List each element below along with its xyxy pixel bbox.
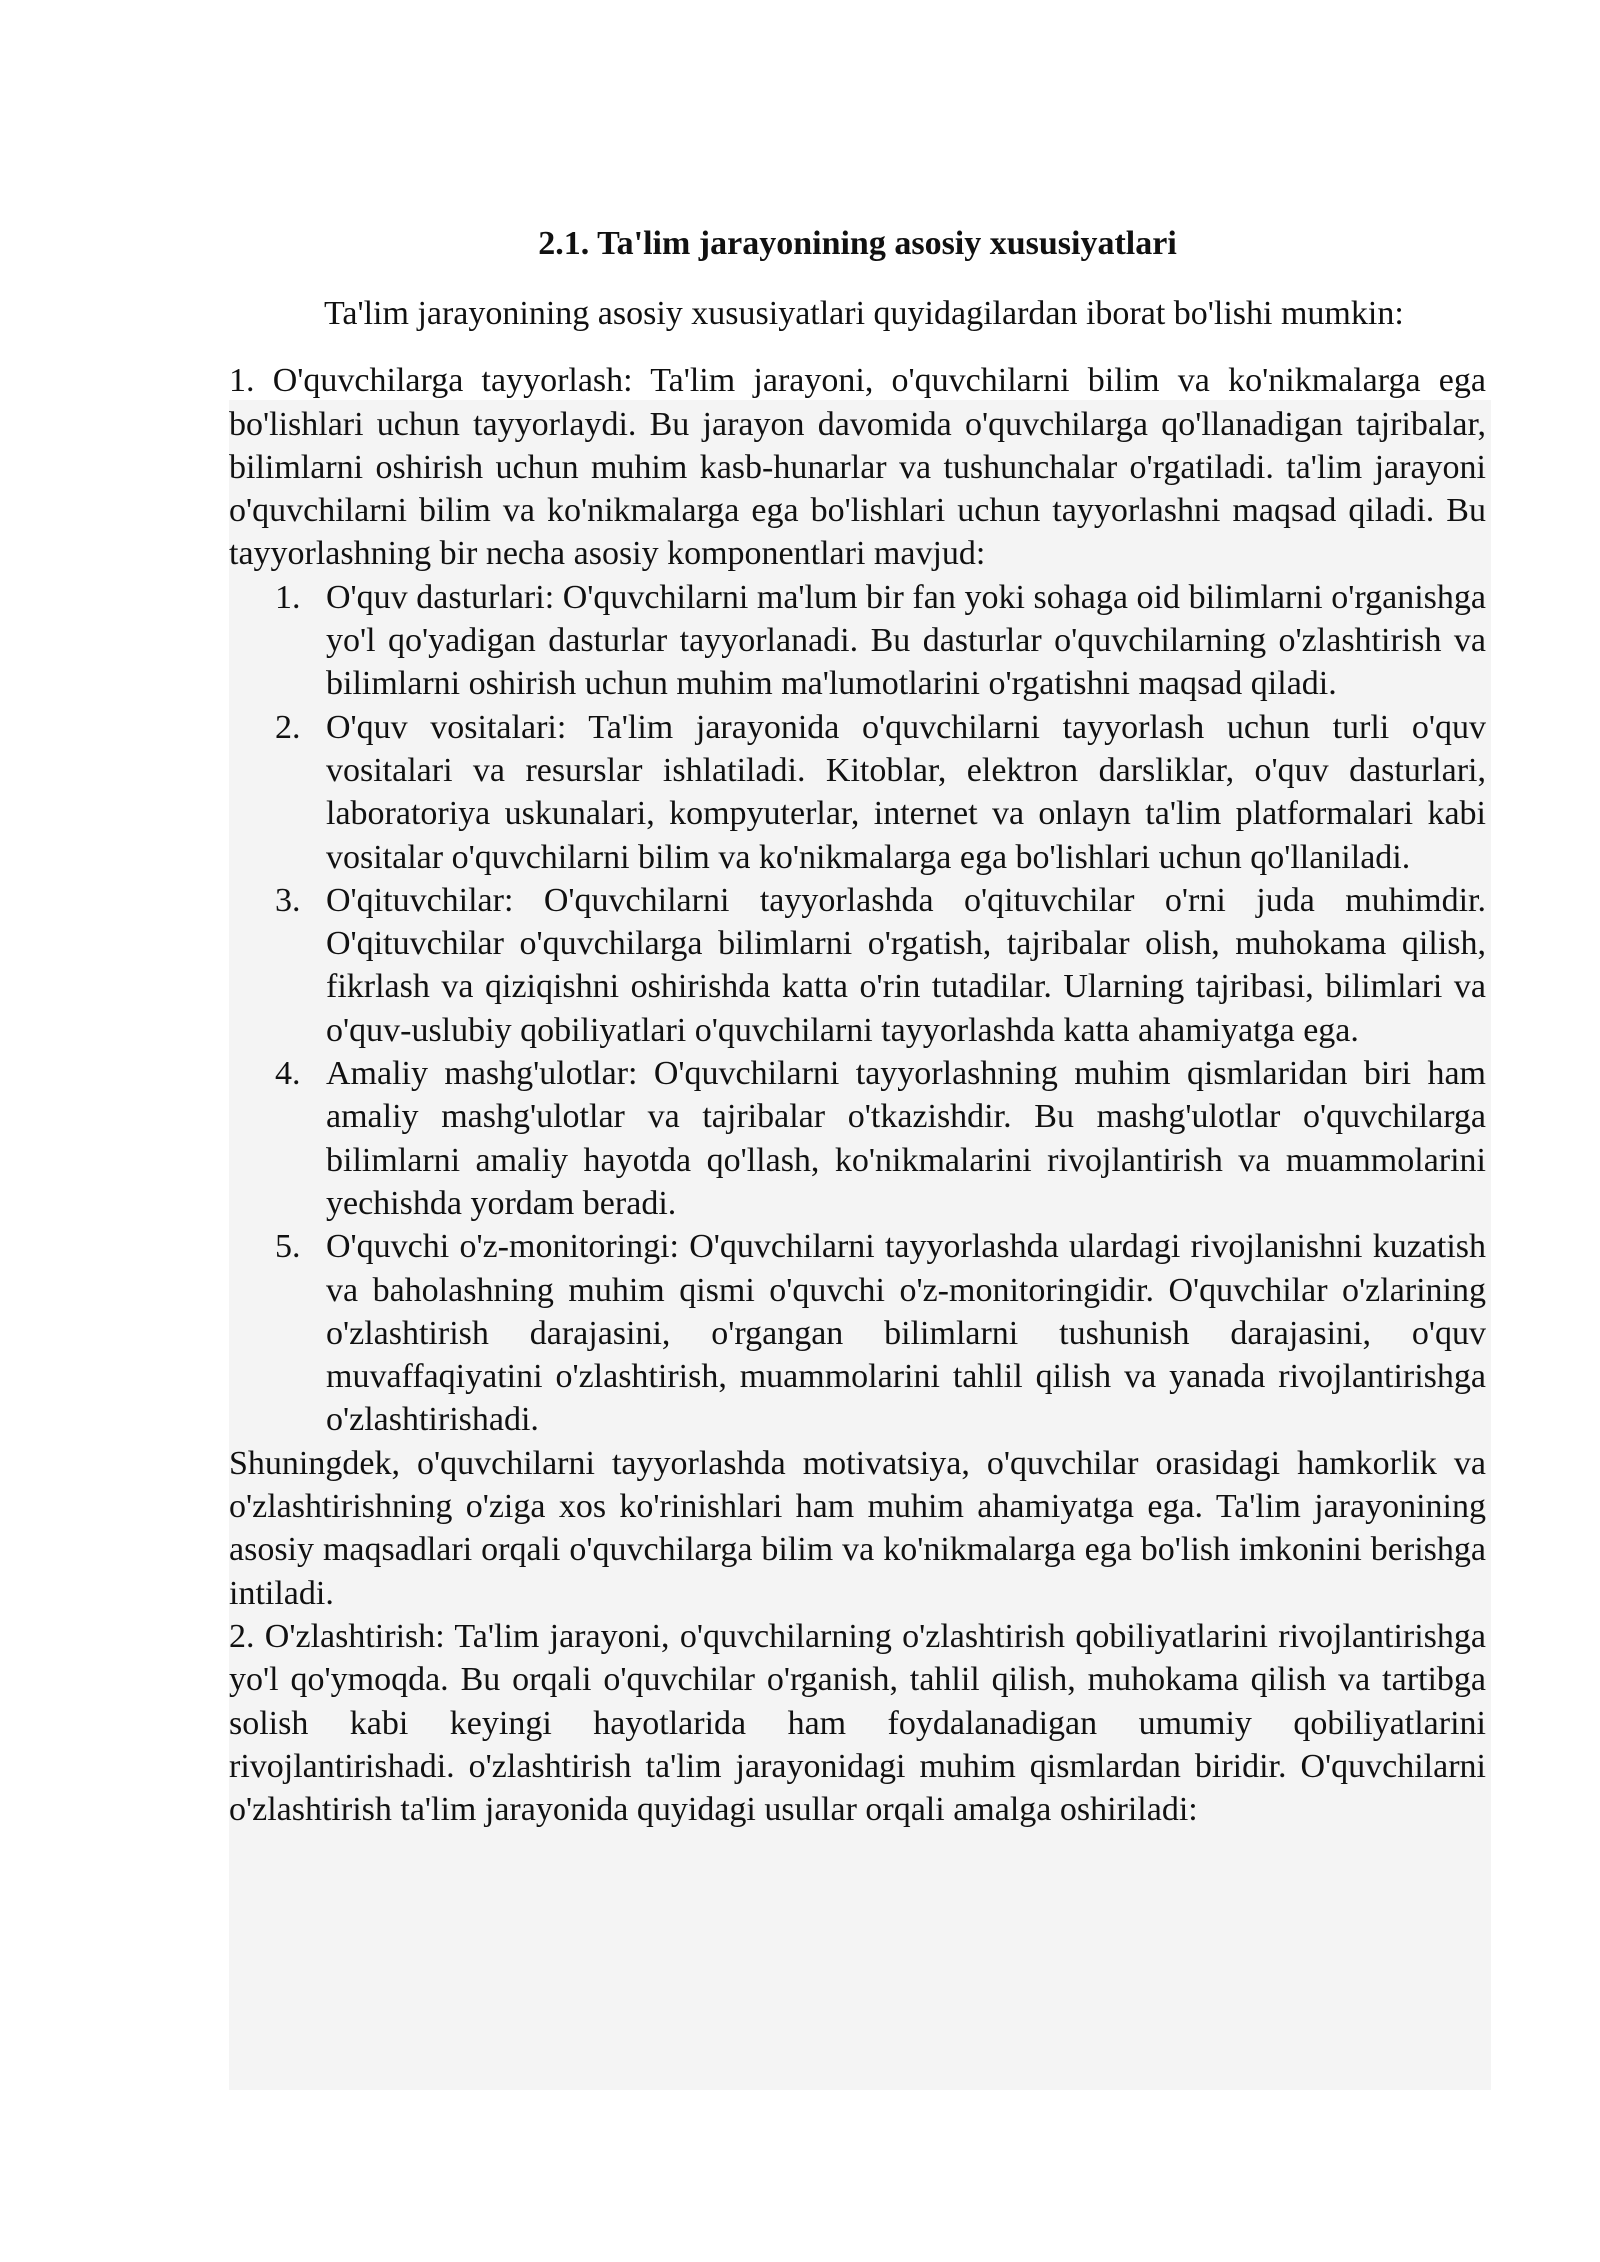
list-item-number: 4.: [275, 1055, 301, 1093]
list-item-number: 1.: [275, 578, 301, 616]
list-item-number: 3.: [275, 881, 301, 919]
list-item: [275, 1052, 1486, 1225]
list-item-number: 2.: [275, 708, 301, 746]
list-item: [275, 706, 1486, 879]
list-item-text: O'qituvchilar: O'quvchilarni tayyorlashda o'qituvchilar o'rni juda muhimdir. O'qituvchilar o'quvchilarga bilimlarni o'rgatish, tajribalar olish, muhokama qilish, fikrlash va qiziqishni oshirishda katta o'rin tutadilar. Ularning tajribasi, bilimlari va o'quv-uslubiy qobiliyatlari o'quvchilarni tayyorlashda katta ahamiyatga ega.: [326, 881, 1486, 1049]
list-item: [275, 576, 1486, 706]
section-title: 2.1. Ta'lim jarayonining asosiy xususiyatlari: [538, 225, 1177, 262]
list-item: [275, 1225, 1486, 1441]
list-item-text: O'quv vositalari: Ta'lim jarayonida o'quvchilarni tayyorlash uchun turli o'quv vositalari va resurslar ishlatiladi. Kitoblar, elektron darsliklar, o'quv dasturlari, laboratoriya uskunalari, kompyuterlar, internet va onlayn ta'lim platformalari kabi vositalar o'quvchilarni bilim va ko'nikmalarga ega bo'lishlari uchun qo'llaniladi.: [326, 708, 1486, 876]
point-1-paragraph: 1. O'quvchilarga tayyorlash: Ta'lim jarayoni, o'quvchilarni bilim va ko'nikmalarga ega bo'lishlari uchun tayyorlaydi. Bu jarayon davomida o'quvchilarga qo'llanadigan tajribalar, bilimlarni oshirish uchun muhim kasb-hunarlar va tushunchalar o'rgatiladi. ta'lim jarayoni o'quvchilarni bilim va ko'nikmalarga ega bo'lishlari uchun tayyorlashni maqsad qiladi. Bu tayyorlashning bir necha asosiy komponentlari mavjud:: [229, 362, 1486, 573]
document-body: [229, 218, 1486, 1831]
point-2-paragraph: 2. O'zlashtirish: Ta'lim jarayoni, o'quvchilarning o'zlashtirish qobiliyatlarini rivojlantirishga yo'l qo'ymoqda. Bu orqali o'quvchilar o'rganish, tahlil qilish, muhokama qilish va tartibga solish kabi keyingi hayotlarida ham foydalanadigan umumiy qobiliyatlarini rivojlantirishadi. o'zlashtirish ta'lim jarayonidagi muhim qismlardan biridir. O'quvchilarni o'zlashtirish ta'lim jarayonida quyidagi usullar orqali amalga oshiriladi:: [229, 1617, 1486, 1829]
list-item: [275, 879, 1486, 1052]
summary-paragraph: Shuningdek, o'quvchilarni tayyorlashda motivatsiya, o'quvchilar orasidagi hamkorlik va o'zlashtirishning o'ziga xos ko'rinishlari ham muhim ahamiyatga ega. Ta'lim jarayonining asosiy maqsadlari orqali o'quvchilarga bilim va ko'nikmalarga ega bo'lish imkonini berishga intiladi.: [229, 1444, 1486, 1612]
components-list: [229, 576, 1486, 1442]
list-item-text: Amaliy mashg'ulotlar: O'quvchilarni tayyorlashning muhim qismlaridan biri ham amaliy mashg'ulotlar va tajribalar o'tkazishdir. Bu mashg'ulotlar o'quvchilarga bilimlarni amaliy hayotda qo'llash, ko'nikmalarini rivojlantirish va muammolarini yechishda yordam beradi.: [326, 1055, 1486, 1222]
intro-paragraph: Ta'lim jarayonining asosiy xususiyatlari quyidagilardan iborat bo'lishi mumkin:: [324, 295, 1404, 332]
list-item-number: 5.: [275, 1228, 301, 1266]
list-item-text: O'quv dasturlari: O'quvchilarni ma'lum bir fan yoki sohaga oid bilimlarni o'rganishga yo'l qo'yadigan dasturlar tayyorlanadi. Bu dasturlar o'quvchilarning o'zlashtirish va bilimlarni oshirish uchun muhim ma'lumotlarini o'rgatishni maqsad qiladi.: [326, 578, 1486, 703]
list-item-text: O'quvchi o'z-monitoringi: O'quvchilarni tayyorlashda ulardagi rivojlanishni kuzatish va baholashning muhim qismi o'quvchi o'z-monitoringidir. O'quvchilar o'zlarining o'zlashtirish darajasini, o'rgangan bilimlarni tushunish darajasini, o'quv muvaffaqiyatini o'zlashtirish, muammolarini tahlil qilish va yanada rivojlantirishga o'zlashtirishadi.: [326, 1228, 1486, 1439]
